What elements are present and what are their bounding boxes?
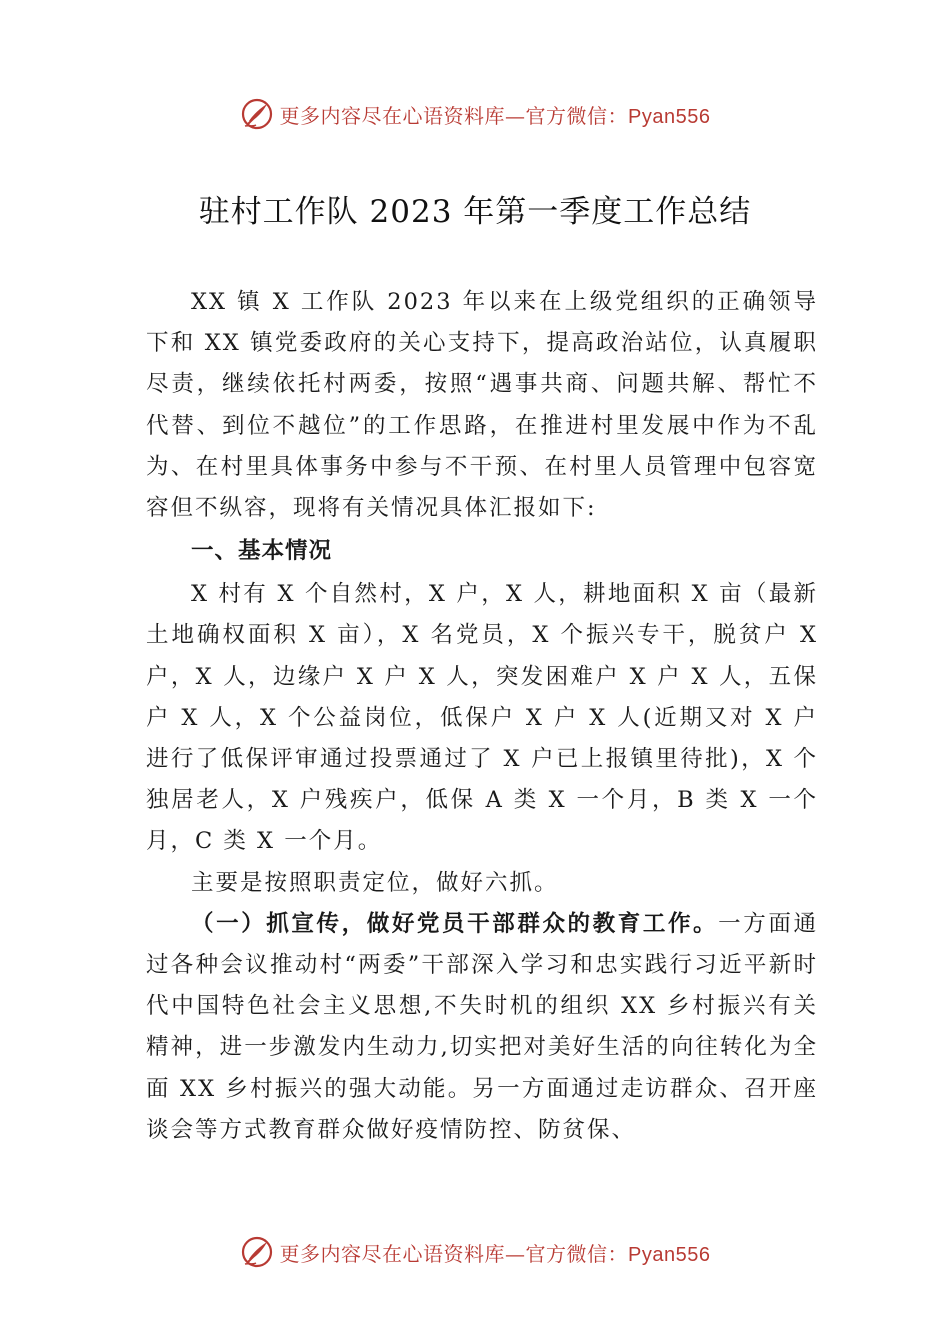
quill-pen-logo-icon: [240, 1235, 274, 1269]
banner-wechat-id: Pyan556: [628, 105, 711, 128]
document-body: [146, 282, 818, 1151]
quill-pen-logo-icon: [240, 97, 274, 131]
header-banner: [0, 94, 950, 134]
item-1-paragraph: [146, 904, 818, 1151]
banner-text: [280, 1238, 711, 1267]
banner-prefix: 更多内容尽在心语资料库—官方微信：: [279, 1241, 629, 1266]
banner-prefix: 更多内容尽在心语资料库—官方微信：: [279, 103, 629, 128]
basic-info-paragraph: X 村有 X 个自然村，X 户，X 人，耕地面积 X 亩（最新土地确权面积 X 亩），X 名党员，X 个振兴专干，脱贫户 X 户，X 人，边缘户 X 户 X 人，突发困难户 X 户 X 人，五保户 X 人，X 个公益岗位，低保户 X 户 X 人(近期又对 X 户进行了低保评审通过投票通过了 X 户已上报镇里待批)，X 个独居老人，X 户残疾户，低保 A 类 X 一个月，B 类 X 一个月，C 类 X 一个月。: [146, 581, 818, 855]
banner-wechat-id: Pyan556: [628, 1243, 711, 1266]
footer-banner: [0, 1232, 950, 1272]
document-title: 驻村工作队 2023 年第一季度工作总结: [198, 194, 752, 230]
section-heading-basic-info: 一、基本情况: [191, 538, 333, 565]
item-1-body: 一方面通过各种会议推动村“两委”干部深入学习和忠实践行习近平新时代中国特色社会主义思想,不失时机的组织 XX 乡村振兴有关精神，进一步激发内生动力,切实把对美好生活的向往转化为全面 XX 乡村振兴的强大动能。另一方面通过走访群众、召开座谈会等方式教育群众做好疫情防控、防贫保、: [146, 910, 818, 1143]
intro-paragraph: XX 镇 X 工作队 2023 年以来在上级党组织的正确领导下和 XX 镇党委政府的关心支持下，提高政治站位，认真履职尽责，继续依托村两委，按照“遇事共商、问题共解、帮忙不代替、到位不越位”的工作思路，在推进村里发展中作为不乱为、在村里具体事务中参与不干预、在村里人员管理中包容宽容但不纵容，现将有关情况具体汇报如下:: [146, 289, 818, 522]
main-point-paragraph: 主要是按照职责定位，做好六抓。: [191, 869, 559, 896]
banner-text: [280, 100, 711, 129]
item-1-lead: （一）抓宣传，做好党员干部群众的教育工作。: [191, 910, 719, 937]
